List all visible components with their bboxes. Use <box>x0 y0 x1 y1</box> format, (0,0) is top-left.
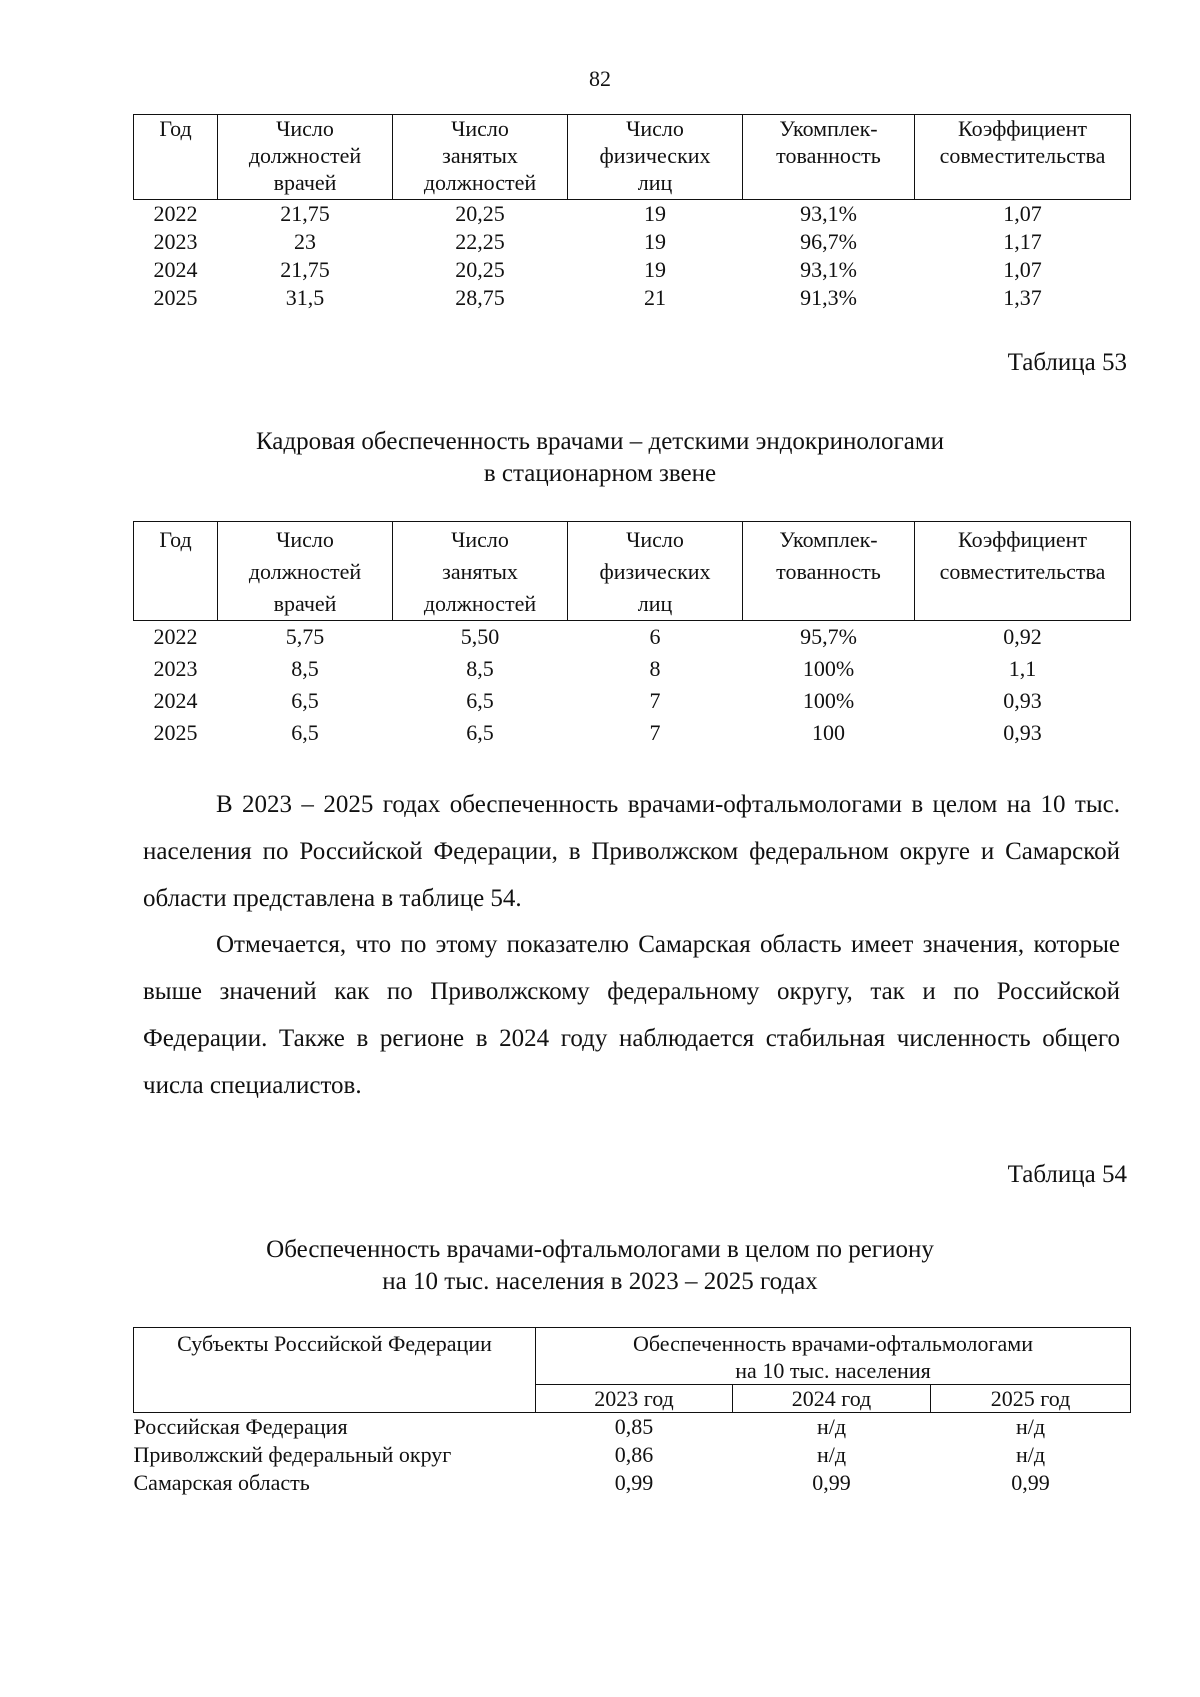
table-cell: 1,17 <box>1003 229 1042 254</box>
table-cell: 6,5 <box>291 688 319 713</box>
header-positions: Число должностей врачей <box>218 522 393 621</box>
table-53 <box>133 521 1131 749</box>
table-cell: 1,07 <box>1003 257 1042 282</box>
table-cell: 8 <box>649 656 661 681</box>
table-cell: 0,99 <box>812 1470 851 1495</box>
table-cell-subject: Самарская область <box>133 1470 310 1495</box>
page-number: 82 <box>589 66 611 91</box>
header-subject: Субъекты Российской Федерации <box>134 1328 536 1413</box>
table-cell: 1,07 <box>1003 201 1042 226</box>
header-physical-persons: Число физических лиц <box>568 522 743 621</box>
table-cell: 0,99 <box>614 1470 654 1495</box>
table-cell: 6,5 <box>466 720 494 745</box>
table-cell: 1,37 <box>1003 285 1042 310</box>
table-cell: 0,85 <box>614 1414 654 1439</box>
table-cell: 6,5 <box>291 720 319 745</box>
table-54-caption: Таблица 54 <box>1007 1161 1127 1188</box>
table-row <box>134 1441 1131 1469</box>
paragraph: В 2023 – 2025 годах обеспеченность врачами-офтальмологами в целом на 10 тыс. населения по Российской Федерации, в Приволжском федеральном округе и Самарской области представлена в таблице 54. <box>143 791 1120 912</box>
table-cell: 0,99 <box>1011 1470 1050 1495</box>
table-cell: 95,7% <box>800 624 857 649</box>
header-year: Год <box>134 522 218 621</box>
table-header-row <box>134 1328 1131 1385</box>
table-cell: 31,5 <box>285 285 325 310</box>
table-row <box>134 1413 1131 1442</box>
table-cell: 0,93 <box>1003 688 1042 713</box>
table-header-row <box>134 522 1131 621</box>
table-row <box>134 685 1131 717</box>
table-54-title-line1: Обеспеченность врачами-офтальмологами в целом по региону <box>266 1236 934 1263</box>
table-cell: 19 <box>644 257 666 282</box>
table-cell: 21 <box>644 285 666 310</box>
table-cell: 8,5 <box>291 656 319 681</box>
staffing-table-continued <box>133 114 1131 312</box>
table-cell: 2022 <box>153 624 198 649</box>
header-staffing-rate: Укомплек- тованность <box>743 522 915 621</box>
table-cell: 100% <box>802 656 855 681</box>
table-row <box>134 284 1131 312</box>
header-combination-coefficient: Коэффициент совместительства <box>915 115 1131 200</box>
table-cell: 2022 <box>153 201 198 226</box>
table-cell: 20,25 <box>455 257 505 282</box>
table-53-caption: Таблица 53 <box>1007 349 1127 376</box>
table-cell: 0,93 <box>1003 720 1042 745</box>
header-occupied-positions: Число занятых должностей <box>393 522 568 621</box>
header-provision-group: Обеспеченность врачами-офтальмологами на 10 тыс. населения <box>536 1328 1131 1385</box>
table-cell: 21,75 <box>280 257 330 282</box>
header-positions: Число должностей врачей <box>218 115 393 200</box>
table-cell: 96,7% <box>800 229 857 254</box>
table-cell: 28,75 <box>455 285 505 310</box>
table-cell: 91,3% <box>800 285 857 310</box>
table-cell: н/д <box>816 1414 847 1439</box>
table-cell: 2024 <box>153 257 198 282</box>
table-cell-subject: Приволжский федеральный округ <box>133 1442 452 1467</box>
table-cell: 100 <box>812 720 845 745</box>
header-year-2025: 2025 год <box>931 1385 1131 1413</box>
header-staffing-rate: Укомплек- тованность <box>743 115 915 200</box>
header-combination-coefficient: Коэффициент совместительства <box>915 522 1131 621</box>
table-cell: 100% <box>802 688 855 713</box>
paragraph: Отмечается, что по этому показателю Самарская область имеет значения, которые выше значений как по Приволжскому федеральному округу, так и по Российской Федерации. Также в регионе в 2024 году наблюдается стабильная численность общего числа специалистов. <box>143 931 1120 1099</box>
table-row <box>134 1469 1131 1497</box>
table-cell: 2025 <box>153 285 198 310</box>
table-cell: 1,1 <box>1008 656 1037 681</box>
table-row <box>134 653 1131 685</box>
table-row <box>134 717 1131 749</box>
table-cell: 0,92 <box>1003 624 1042 649</box>
table-cell: 2023 <box>153 656 198 681</box>
table-54 <box>133 1327 1131 1497</box>
header-year-2023: 2023 год <box>536 1385 733 1413</box>
table-cell: 93,1% <box>800 257 857 282</box>
table-cell: 0,86 <box>614 1442 654 1467</box>
table-cell: 19 <box>644 229 666 254</box>
table-cell: 8,5 <box>466 656 494 681</box>
table-53-title-line1: Кадровая обеспеченность врачами – детскими эндокринологами <box>255 428 945 455</box>
table-cell: 5,75 <box>285 624 325 649</box>
table-row <box>134 621 1131 654</box>
table-cell: 23 <box>294 229 316 254</box>
table-cell: 7 <box>649 720 661 745</box>
header-year: Год <box>134 115 218 200</box>
header-physical-persons: Число физических лиц <box>568 115 743 200</box>
table-cell: 2023 <box>153 229 198 254</box>
table-cell: 6,5 <box>466 688 494 713</box>
table-cell: н/д <box>1015 1414 1046 1439</box>
table-54-title-line2: на 10 тыс. населения в 2023 – 2025 годах <box>382 1268 818 1295</box>
table-cell: н/д <box>816 1442 847 1467</box>
table-53-title-line2: в стационарном звене <box>483 460 717 487</box>
table-cell-subject: Российская Федерация <box>133 1414 348 1439</box>
header-occupied-positions: Число занятых должностей <box>393 115 568 200</box>
table-row <box>134 256 1131 284</box>
table-cell: 22,25 <box>455 229 505 254</box>
table-cell: 5,50 <box>460 624 500 649</box>
table-cell: 2024 <box>153 688 198 713</box>
header-year-2024: 2024 год <box>733 1385 931 1413</box>
table-cell: 21,75 <box>280 201 330 226</box>
table-cell: н/д <box>1015 1442 1046 1467</box>
table-cell: 6 <box>649 624 661 649</box>
table-header-row <box>134 115 1131 200</box>
table-cell: 20,25 <box>455 201 505 226</box>
table-cell: 19 <box>644 201 666 226</box>
table-row <box>134 228 1131 256</box>
table-cell: 93,1% <box>800 201 857 226</box>
table-row <box>134 200 1131 229</box>
table-cell: 2025 <box>153 720 198 745</box>
table-cell: 7 <box>649 688 661 713</box>
